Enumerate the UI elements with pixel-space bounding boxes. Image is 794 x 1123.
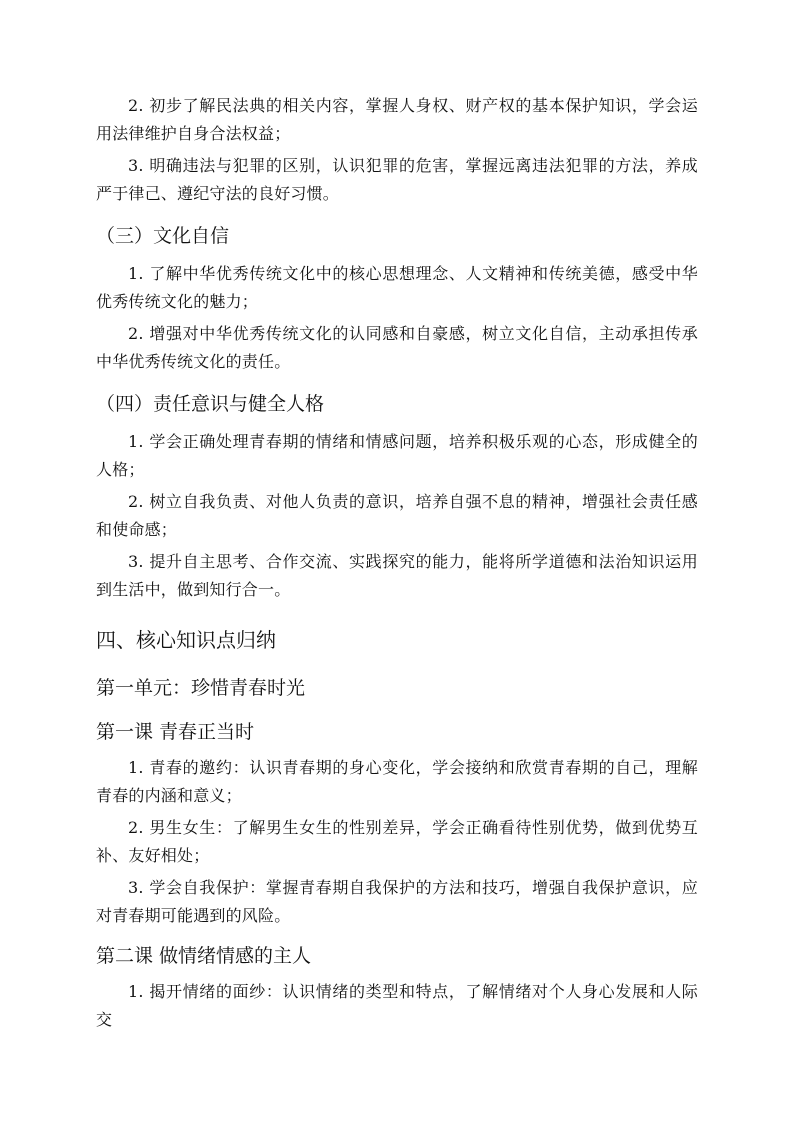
culture-item-1: 1. 了解中华优秀传统文化中的核心思想理念、人文精神和传统美德，感受中华优秀传统文化的魅力； bbox=[96, 264, 698, 311]
section-four-heading: 四、核心知识点归纳 bbox=[96, 628, 276, 652]
culture-item-2: 2. 增强对中华优秀传统文化的认同感和自豪感，树立文化自信，主动承担传承中华优秀传统文化的责任。 bbox=[96, 324, 698, 371]
responsibility-item-2: 2. 树立自我负责、对他人负责的意识，培养自强不息的精神，增强社会责任感和使命感； bbox=[96, 492, 698, 539]
lesson-two-item-1: 1. 揭开情绪的面纱：认识情绪的类型和特点，了解情绪对个人身心发展和人际交 bbox=[96, 982, 698, 1029]
document-page bbox=[96, 92, 698, 1038]
lesson-one-heading: 第一课 青春正当时 bbox=[96, 721, 255, 743]
lesson-one-item-1: 1. 青春的邀约：认识青春期的身心变化，学会接纳和欣赏青春期的自己，理解青春的内涵和意义； bbox=[96, 758, 698, 805]
law-item-2: 2. 初步了解民法典的相关内容，掌握人身权、财产权的基本保护知识，学会运用法律维护自身合法权益； bbox=[96, 96, 698, 143]
unit-one-heading: 第一单元：珍惜青春时光 bbox=[96, 677, 306, 699]
responsibility-heading: （四）责任意识与健全人格 bbox=[96, 393, 325, 415]
lesson-one-item-2: 2. 男生女生：了解男生女生的性别差异，学会正确看待性别优势，做到优势互补、友好相处； bbox=[96, 818, 698, 865]
culture-heading: （三）文化自信 bbox=[96, 225, 230, 247]
responsibility-item-3: 3. 提升自主思考、合作交流、实践探究的能力，能将所学道德和法治知识运用到生活中，做到知行合一。 bbox=[96, 552, 698, 599]
responsibility-item-1: 1. 学会正确处理青春期的情绪和情感问题，培养积极乐观的心态，形成健全的人格； bbox=[96, 432, 698, 479]
lesson-two-heading: 第二课 做情绪情感的主人 bbox=[96, 945, 312, 967]
lesson-one-item-3: 3. 学会自我保护：掌握青春期自我保护的方法和技巧，增强自我保护意识，应对青春期可能遇到的风险。 bbox=[96, 878, 698, 925]
law-item-3: 3. 明确违法与犯罪的区别，认识犯罪的危害，掌握远离违法犯罪的方法，养成严于律己、遵纪守法的良好习惯。 bbox=[96, 156, 698, 203]
